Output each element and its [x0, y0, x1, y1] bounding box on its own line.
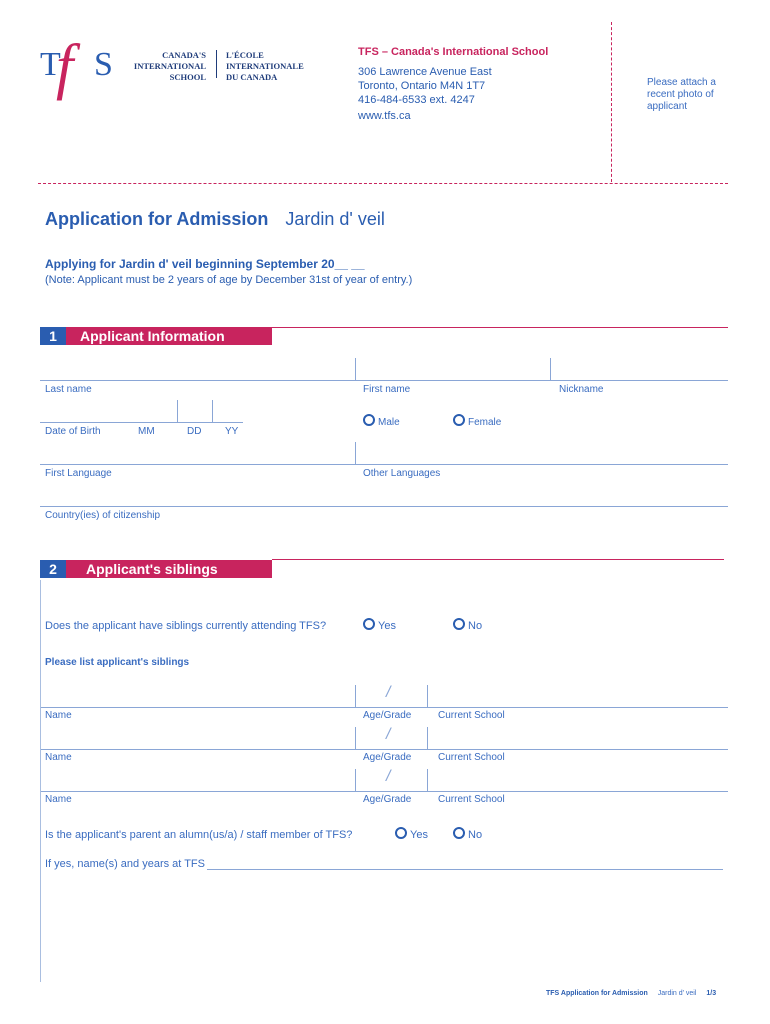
sibling2-school-field[interactable]	[430, 725, 728, 749]
alumni-yes-label: Yes	[410, 829, 428, 841]
last-name-label: Last name	[45, 384, 92, 395]
nickname-field[interactable]	[553, 356, 728, 380]
dob-line	[40, 422, 243, 423]
sibling2-slash: /	[386, 726, 391, 743]
sibling2-divider-age	[355, 727, 356, 749]
photo-note-line1: Please attach a	[647, 77, 716, 88]
sibling1-school-field[interactable]	[430, 683, 728, 707]
sibling2-school-label: Current School	[438, 752, 505, 763]
header-dashed-rule	[38, 183, 728, 184]
sibling1-slash: /	[386, 684, 391, 701]
logo-en-line3: SCHOOL	[169, 72, 206, 82]
sibling1-divider-age	[355, 685, 356, 707]
alumni-no-radio[interactable]	[453, 827, 465, 839]
sibling1-school-label: Current School	[438, 710, 505, 721]
logo	[38, 33, 128, 104]
last-name-field[interactable]	[40, 356, 352, 380]
photo-box-border	[611, 22, 612, 182]
citizenship-label: Country(ies) of citizenship	[45, 510, 161, 521]
applying-line: Applying for Jardin d' veil beginning September 20__ __	[45, 257, 365, 271]
sibling-list-heading: Please list applicant's siblings	[45, 657, 190, 668]
dob-yy-label: YY	[225, 426, 239, 437]
photo-note-line3: applicant	[647, 101, 688, 112]
sibling1-name-field[interactable]	[40, 683, 352, 707]
sibling1-age-field[interactable]	[358, 683, 424, 707]
siblings-no-label: No	[468, 620, 483, 632]
logo-letter-f: f	[56, 33, 74, 101]
sibling1-divider-school	[427, 685, 428, 707]
dob-label: Date of Birth	[45, 426, 101, 437]
alumni-question: Is the applicant's parent an alumn(us/a) / staff member of TFS?	[45, 829, 353, 841]
sibling3-name-label: Name	[45, 794, 72, 805]
citizenship-line	[40, 506, 728, 507]
logo-divider	[216, 50, 217, 78]
sibling2-name-label: Name	[45, 752, 72, 763]
alumni-no-label: No	[468, 829, 483, 841]
footer-title: TFS Application for Admission	[546, 990, 648, 997]
sibling3-line	[40, 791, 728, 792]
sibling3-school-field[interactable]	[430, 767, 728, 791]
siblings-no-radio[interactable]	[453, 618, 465, 630]
dob-dd-label: DD	[187, 426, 202, 437]
other-languages-label: Other Languages	[363, 468, 441, 479]
form-title-row	[45, 209, 385, 230]
first-language-field[interactable]	[40, 440, 352, 464]
section2-number: 2	[40, 560, 66, 578]
alumni-names-field[interactable]	[207, 852, 723, 869]
section2-rule	[272, 559, 724, 560]
sibling3-age-field[interactable]	[358, 767, 424, 791]
divider-first-name	[355, 358, 356, 380]
other-languages-field[interactable]	[358, 440, 728, 464]
sibling1-age-label: Age/Grade	[363, 710, 412, 721]
male-radio[interactable]	[363, 414, 375, 426]
sibling3-school-label: Current School	[438, 794, 505, 805]
form-title: Application for Admission	[45, 209, 269, 229]
form-subtitle: Jardin d' veil	[285, 209, 385, 229]
sibling3-age-label: Age/Grade	[363, 794, 412, 805]
school-address1: 306 Lawrence Avenue East	[358, 66, 492, 78]
logo-en-line1: CANADA'S	[162, 50, 206, 60]
section2-title: Applicant's siblings	[86, 561, 218, 577]
logo-fr-line2: INTERNATIONALE	[226, 61, 304, 71]
sibling2-line	[40, 749, 728, 750]
citizenship-field[interactable]	[40, 482, 728, 506]
first-name-field[interactable]	[358, 356, 548, 380]
divider-nickname	[550, 358, 551, 380]
sibling3-divider-age	[355, 769, 356, 791]
school-address2: Toronto, Ontario M4N 1T7	[358, 80, 486, 92]
age-note: (Note: Applicant must be 2 years of age by December 31st of year of entry.)	[45, 274, 413, 286]
alumni-names-label: If yes, name(s) and years at TFS	[45, 858, 205, 870]
section1-title: Applicant Information	[80, 328, 225, 344]
sibling3-name-field[interactable]	[40, 767, 352, 791]
logo-letter-s: S	[94, 46, 113, 83]
sibling1-line	[40, 707, 728, 708]
footer	[546, 990, 716, 997]
logo-letter-t: T	[40, 46, 61, 83]
logo-en-line2: INTERNATIONAL	[133, 61, 206, 71]
section1-header	[40, 327, 272, 345]
photo-note-line2: recent photo of	[647, 89, 714, 100]
dob-mm-label: MM	[138, 426, 155, 437]
footer-page: 1/3	[706, 990, 717, 997]
dob-field[interactable]	[40, 398, 243, 422]
sibling1-name-label: Name	[45, 710, 72, 721]
logo-fr-line3: DU CANADA	[226, 72, 278, 82]
siblings-yes-label: Yes	[378, 620, 396, 632]
female-radio[interactable]	[453, 414, 465, 426]
divider-other-languages	[355, 442, 356, 464]
alumni-names-line	[207, 869, 723, 870]
section2-header	[40, 560, 272, 578]
siblings-question: Does the applicant have siblings currently attending TFS?	[45, 620, 327, 632]
logo-french-text	[226, 50, 304, 83]
school-phone: 416-484-6533 ext. 4247	[358, 94, 475, 106]
female-label: Female	[468, 417, 502, 428]
school-website[interactable]: www.tfs.ca	[358, 110, 411, 122]
siblings-yes-radio[interactable]	[363, 618, 375, 630]
photo-note	[647, 77, 716, 113]
first-language-label: First Language	[45, 468, 112, 479]
section1-rule	[272, 327, 728, 328]
school-info	[358, 45, 548, 123]
sibling3-divider-school	[427, 769, 428, 791]
name-row-line	[40, 380, 728, 381]
sibling2-name-field[interactable]	[40, 725, 352, 749]
alumni-yes-radio[interactable]	[395, 827, 407, 839]
school-title: TFS – Canada's International School	[358, 46, 549, 58]
sibling2-age-label: Age/Grade	[363, 752, 412, 763]
logo-english-text	[130, 50, 206, 83]
nickname-label: Nickname	[559, 384, 604, 395]
language-row-line	[40, 464, 728, 465]
sibling3-slash: /	[386, 768, 391, 785]
first-name-label: First name	[363, 384, 411, 395]
male-label: Male	[378, 417, 400, 428]
section1-number: 1	[40, 327, 66, 345]
left-margin-rule	[40, 580, 41, 982]
footer-sub: Jardin d' veil	[657, 990, 697, 997]
sibling2-age-field[interactable]	[358, 725, 424, 749]
sibling2-divider-school	[427, 727, 428, 749]
logo-fr-line1: L'ÉCOLE	[226, 50, 264, 60]
